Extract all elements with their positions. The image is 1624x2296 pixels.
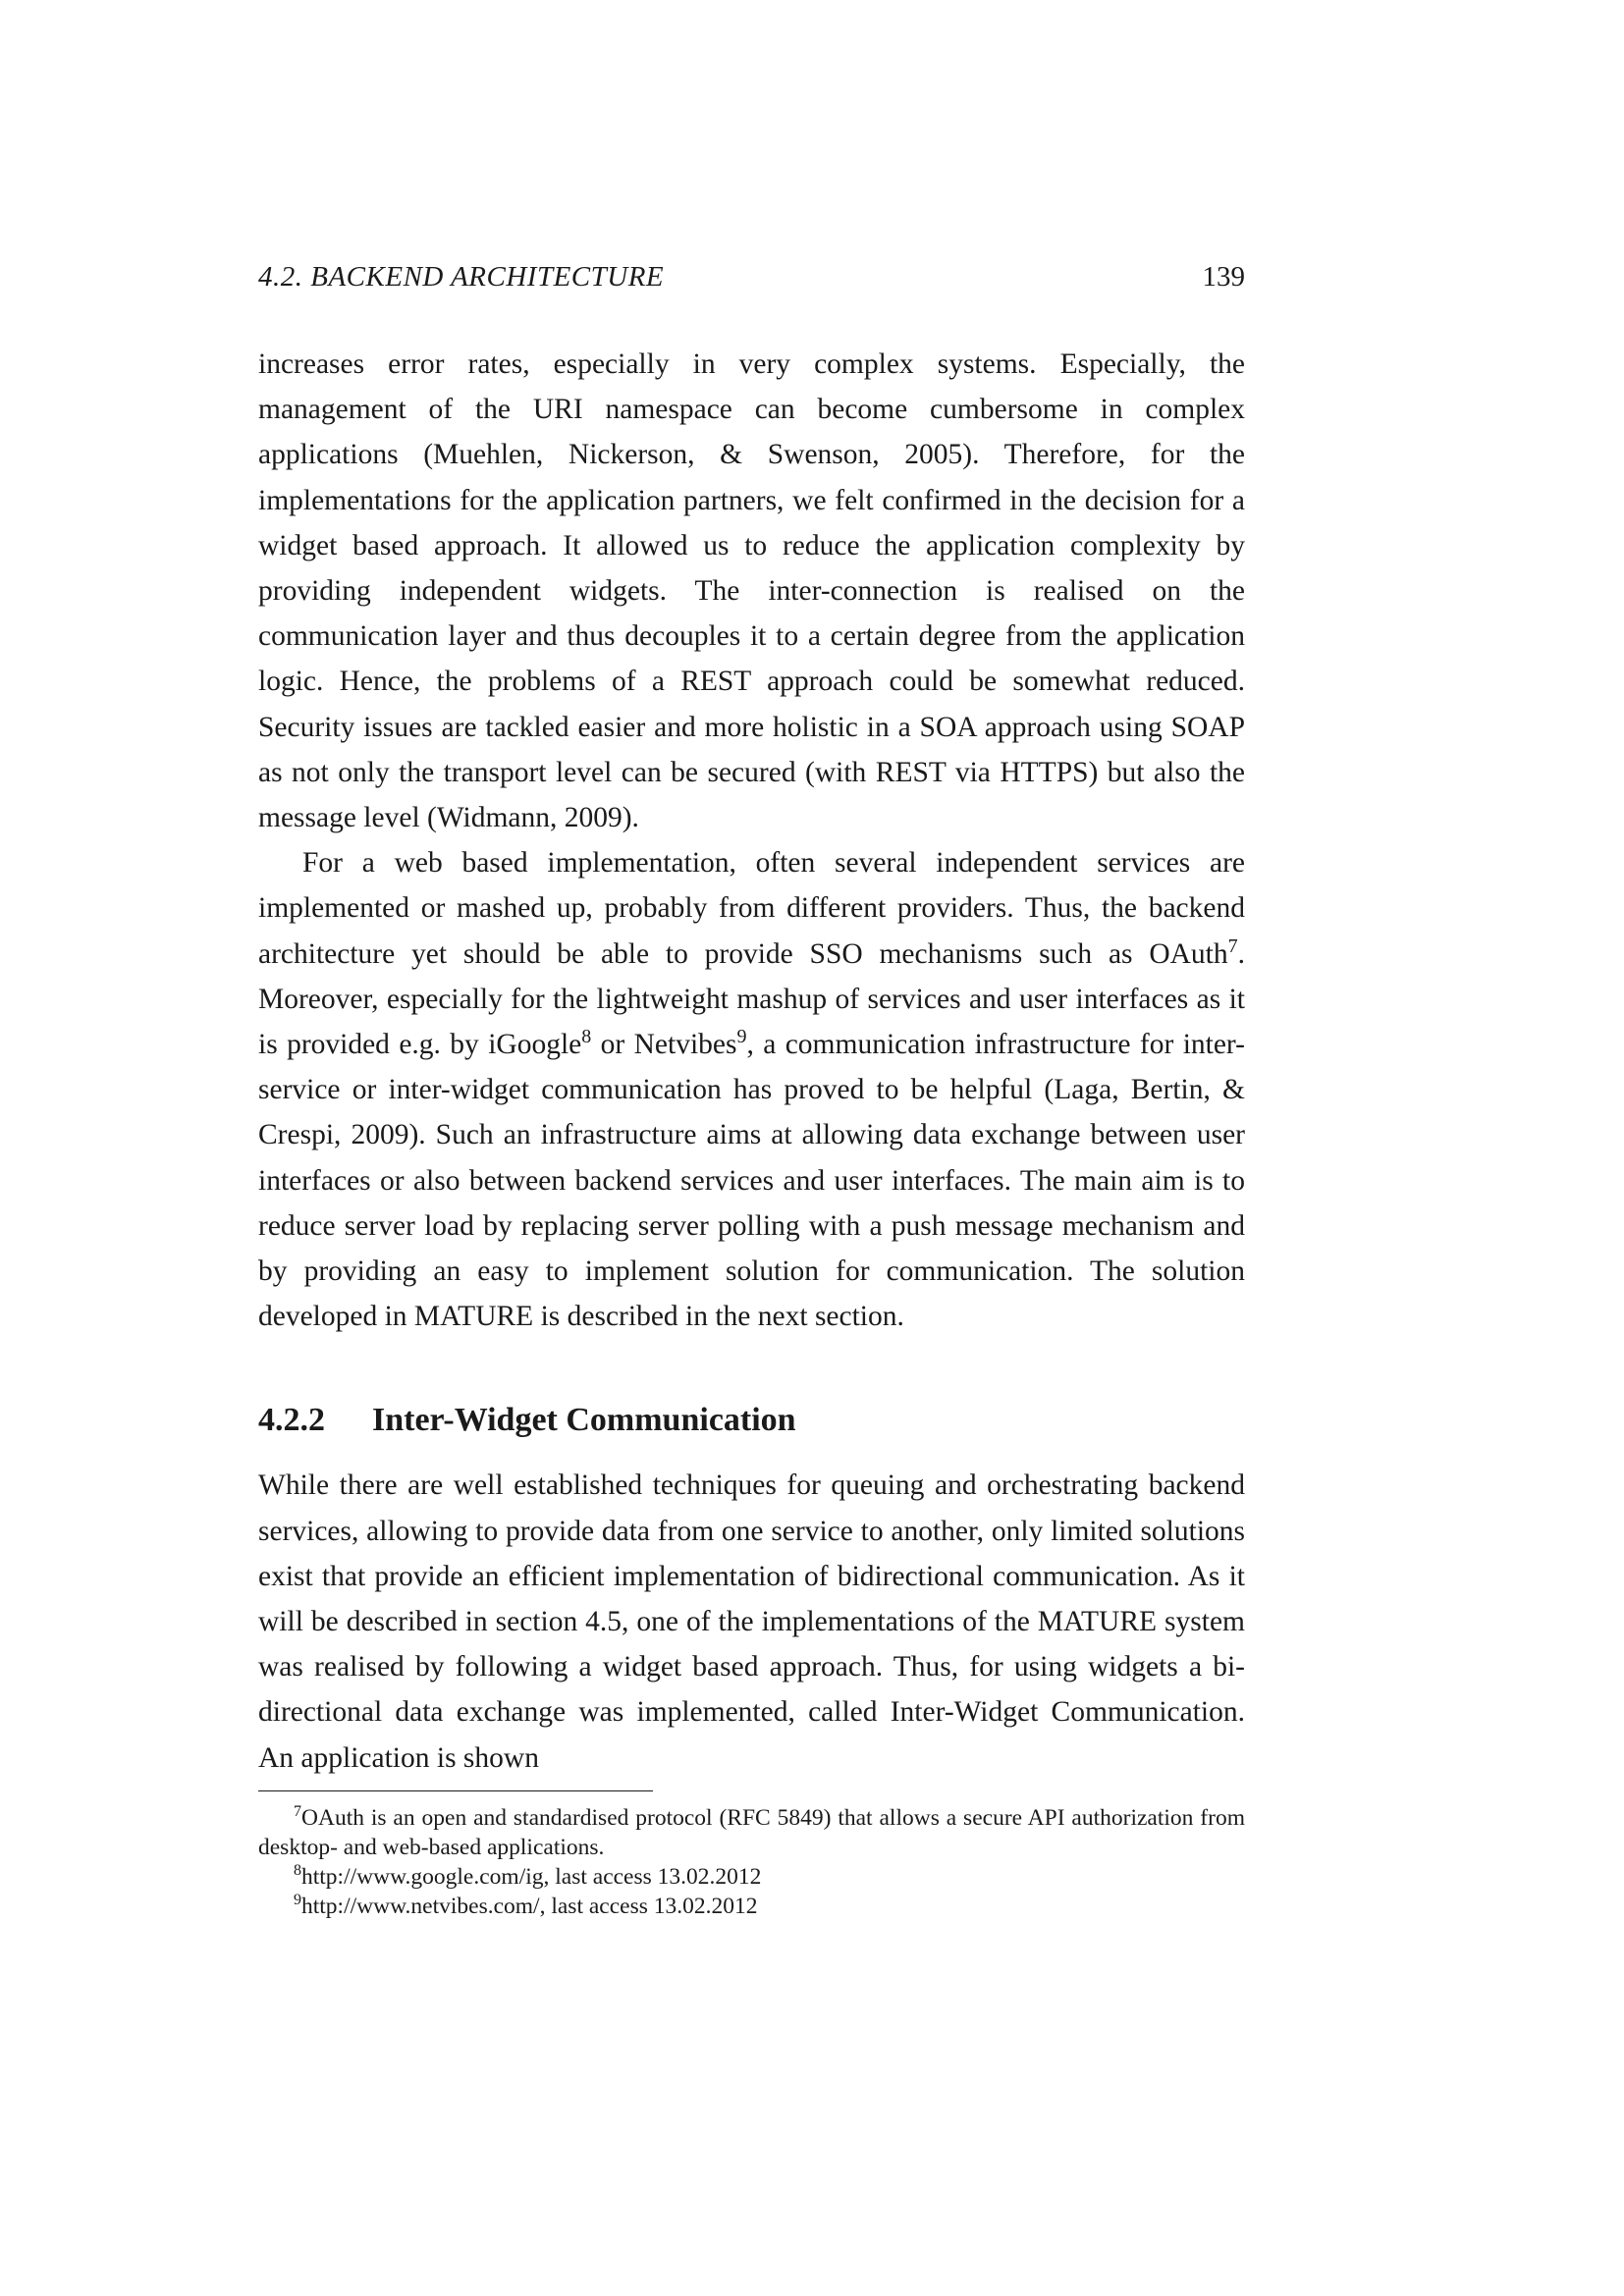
footnote-9 [258, 1892, 1245, 1921]
footnote-mark-8: 8 [581, 1026, 592, 1048]
section-heading [258, 1398, 1245, 1443]
footnote-8 [258, 1862, 1245, 1892]
footnote-8-mark: 8 [294, 1862, 301, 1880]
footnote-9-mark: 9 [294, 1892, 301, 1909]
footnotes [258, 1803, 1245, 1921]
body-text [258, 342, 1245, 1781]
footnote-mark-7: 7 [1227, 934, 1238, 957]
footnote-rule [258, 1790, 653, 1791]
paragraph-2-part-2: . Moreover, especially for the lightweight mashup of services and user interfaces as it is provided e.g. by iGoogle [258, 937, 1245, 1061]
footnote-7 [258, 1803, 1245, 1862]
footnote-mark-9: 9 [736, 1026, 747, 1048]
section-number: 4.2.2 [258, 1402, 325, 1439]
section-title: Inter-Widget Communication [372, 1402, 796, 1439]
footnote-7-mark: 7 [294, 1803, 301, 1821]
paragraph-3: While there are well established techniques for queuing and orchestrating backend services, allowing to provide data from one service to another, only limited solutions exist that provide an efficient implementation of bidirectional communication. As it will be described in section 4.5, one of the implementations of the MATURE system was realised by following a widget based approach. Thus, for using widgets a bi-directional data exchange was implemented, called Inter-Widget Communication. An application is shown [258, 1469, 1245, 1774]
footnote-9-text: http://www.netvibes.com/, last access 13.02.2012 [301, 1893, 758, 1919]
paragraph-2-part-3: or Netvibes [591, 1029, 737, 1061]
page [258, 257, 1245, 1921]
running-header [258, 257, 1245, 296]
paragraph-2-part-1: For a web based implementation, often several independent services are implemented or mashed up, probably from different providers. Thus, the backend architecture yet should be able to provide SSO mechanisms such as OAuth [258, 847, 1245, 970]
paragraph-2 [258, 840, 1245, 1339]
running-header-section: 4.2. BACKEND ARCHITECTURE [258, 261, 665, 293]
paragraph-2-part-4: , a communication infrastructure for inter-service or inter-widget communication has proved to be helpful (Laga, Bertin, & Crespi, 2009). Such an infrastructure aims at allowing data exchange between user interfaces or also between backend services and user interfaces. The main aim is to reduce server load by replacing server polling with a push message mechanism and by providing an easy to implement solution for communication. The solution developed in MATURE is described in the next section. [258, 1029, 1245, 1333]
page-number: 139 [1202, 261, 1245, 293]
paragraph-1: increases error rates, especially in very complex systems. Especially, the management of the URI namespace can become cumbersome in complex applications (Muehlen, Nickerson, & Swenson, 2005). Therefore, for the implementations for the application partners, we felt confirmed in the decision for a widget based approach. It allowed us to reduce the application complexity by providing independent widgets. The inter-connection is realised on the communication layer and thus decouples it to a certain degree from the application logic. Hence, the problems of a REST approach could be somewhat reduced. Security issues are tackled easier and more holistic in a SOA approach using SOAP as not only the transport level can be secured (with REST via HTTPS) but also the message level (Widmann, 2009). [258, 348, 1245, 834]
footnote-8-text: http://www.google.com/ig, last access 13.02.2012 [301, 1863, 762, 1890]
footnote-7-text: OAuth is an open and standardised protocol (RFC 5849) that allows a secure API authorization from desktop- and web-based applications. [258, 1804, 1245, 1860]
